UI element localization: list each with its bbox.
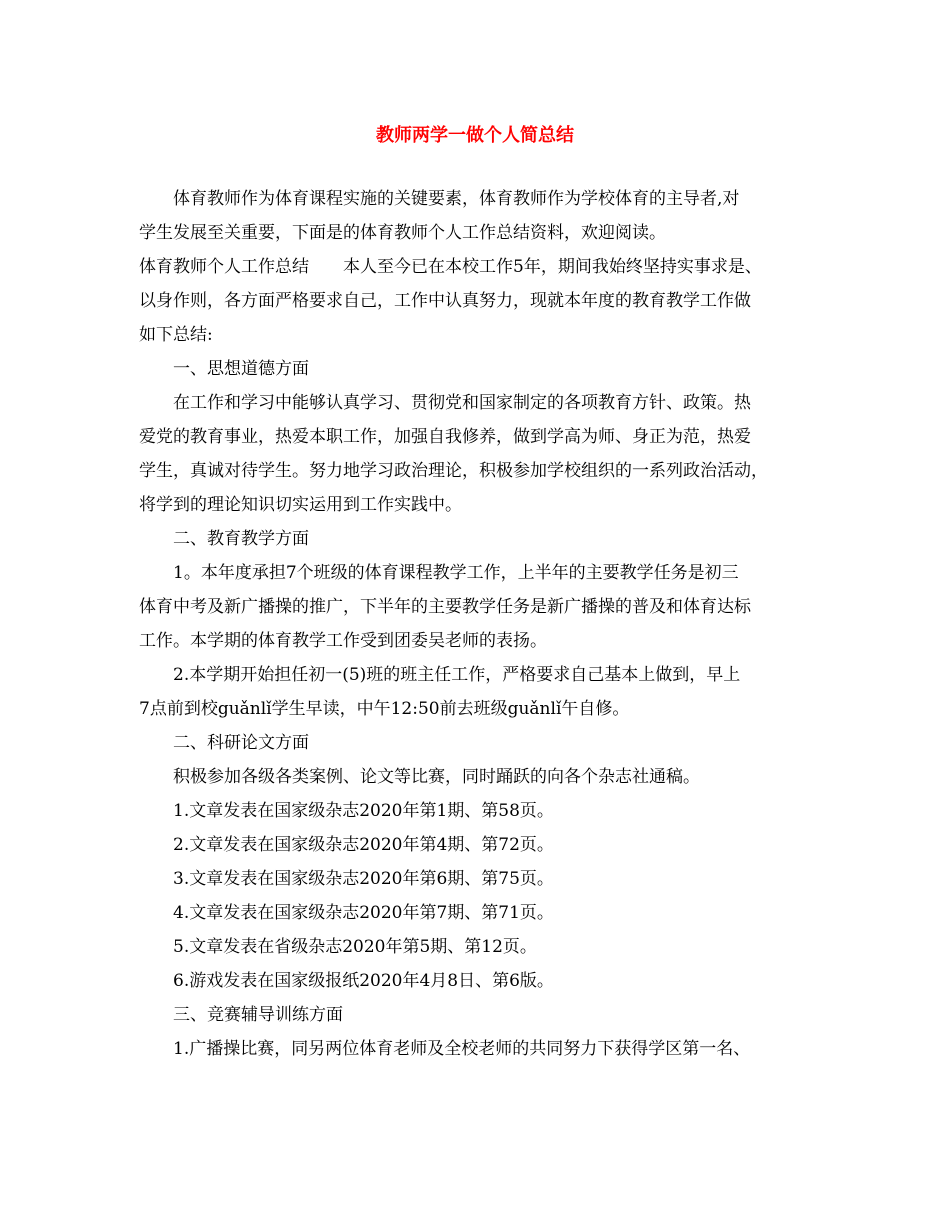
paragraph-line: 1。本年度承担7个班级的体育课程教学工作，上半年的主要教学任务是初三 [173,563,739,583]
paragraph-line: 学生发展至关重要，下面是的体育教师个人工作总结资料，欢迎阅读。 [139,223,666,243]
paragraph-line: 2.本学期开始担任初一(5)班的班主任工作，严格要求自己基本上做到，早上 [173,665,741,685]
list-item: 1.广播操比赛，同另两位体育老师及全校老师的共同努力下获得学区第一名、 [173,1039,751,1059]
section-heading: 二、教育教学方面 [173,529,309,549]
paragraph-line: 将学到的理论知识切实运用到工作实践中。 [139,495,462,515]
document-body [139,182,829,1066]
paragraph-line: 学生，真诚对待学生。努力地学习政治理论，积极参加学校组织的一系列政治活动， [139,461,768,481]
paragraph-line: 以身作则，各方面严格要求自己，工作中认真努力，现就本年度的教育教学工作做 [139,291,751,311]
section-heading: 一、思想道德方面 [173,359,309,379]
paragraph-line: 体育中考及新广播操的推广，下半年的主要教学任务是新广播操的普及和体育达标 [139,597,751,617]
list-item: 1.文章发表在国家级杂志2020年第1期、第58页。 [173,801,554,821]
list-item: 5.文章发表在省级杂志2020年第5期、第12页。 [173,937,537,957]
paragraph-line: 体育教师作为体育课程实施的关键要素，体育教师作为学校体育的主导者,对 [173,189,740,209]
list-item: 6.游戏发表在国家级报纸2020年4月8日、第6版。 [173,971,554,991]
paragraph-line: 7点前到校guǎnlǐ学生早读，中午12:50前去班级guǎnlǐ午自修。 [139,699,630,719]
paragraph-line: 积极参加各级各类案例、论文等比赛，同时踊跃的向各个杂志社通稿。 [173,767,700,787]
paragraph-line: 如下总结: [139,325,213,345]
section-heading: 三、竞赛辅导训练方面 [173,1005,343,1025]
document-title: 教师两学一做个人简总结 [376,125,574,146]
list-item: 3.文章发表在国家级杂志2020年第6期、第75页。 [173,869,554,889]
paragraph-line: 在工作和学习中能够认真学习、贯彻党和国家制定的各项教育方针、政策。热 [173,393,751,413]
list-item: 4.文章发表在国家级杂志2020年第7期、第71页。 [173,903,554,923]
paragraph-line: 体育教师个人工作总结 本人至今已在本校工作5年，期间我始终坚持实事求是、 [139,257,762,277]
section-heading: 二、科研论文方面 [173,733,309,753]
paragraph-line: 工作。本学期的体育教学工作受到团委吴老师的表扬。 [139,631,547,651]
paragraph-line: 爱党的教育事业，热爱本职工作，加强自我修养，做到学高为师、身正为范，热爱 [139,427,751,447]
list-item: 2.文章发表在国家级杂志2020年第4期、第72页。 [173,835,554,855]
